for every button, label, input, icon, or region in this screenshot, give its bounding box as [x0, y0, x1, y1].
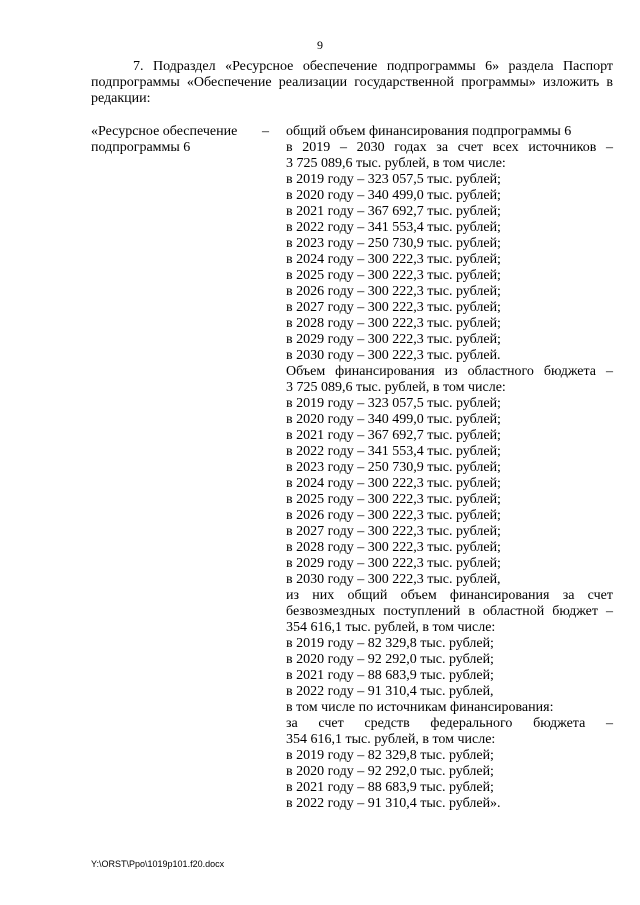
- federal-year-item: в 2022 году – 91 310,4 тыс. рублей».: [286, 796, 501, 811]
- regional-line-2: 3 725 089,6 тыс. рублей, в том числе:: [286, 380, 506, 395]
- intro-paragraph: [91, 59, 613, 107]
- total-year-item: в 2019 году – 323 057,5 тыс. рублей;: [286, 172, 501, 187]
- total-year-item: в 2025 году – 300 222,3 тыс. рублей;: [286, 268, 501, 283]
- regional-line-1: Объем финансирования из областного бюджета –: [286, 364, 613, 379]
- federal-year-item: в 2019 году – 82 329,8 тыс. рублей;: [286, 748, 494, 763]
- total-line-1: общий объем финансирования подпрограммы 6: [286, 124, 572, 139]
- resource-value-cell: [286, 124, 613, 812]
- grants-line-2: безвозмездных поступлений в областной бюджет –: [286, 604, 613, 619]
- regional-year-item: в 2030 году – 300 222,3 тыс. рублей,: [286, 572, 501, 587]
- total-year-item: в 2024 году – 300 222,3 тыс. рублей;: [286, 252, 501, 267]
- regional-year-item: в 2024 году – 300 222,3 тыс. рублей;: [286, 476, 501, 491]
- grants-line-3: 354 616,1 тыс. рублей, в том числе:: [286, 620, 496, 635]
- regional-year-item: в 2027 году – 300 222,3 тыс. рублей;: [286, 524, 501, 539]
- total-line-2: в 2019 – 2030 годах за счет всех источников –: [286, 140, 613, 155]
- total-year-item: в 2028 году – 300 222,3 тыс. рублей;: [286, 316, 501, 331]
- federal-year-item: в 2021 году – 88 683,9 тыс. рублей;: [286, 780, 494, 795]
- total-line-3: 3 725 089,6 тыс. рублей, в том числе:: [286, 156, 506, 171]
- grants-year-item: в 2021 году – 88 683,9 тыс. рублей;: [286, 668, 494, 683]
- resource-label-line-1: «Ресурсное обеспечение: [91, 124, 238, 139]
- total-year-item: в 2027 году – 300 222,3 тыс. рублей;: [286, 300, 501, 315]
- regional-year-item: в 2021 году – 367 692,7 тыс. рублей;: [286, 428, 501, 443]
- resource-label-line-2: подпрограммы 6: [91, 140, 191, 155]
- federal-line-3: 354 616,1 тыс. рублей, в том числе:: [286, 732, 496, 747]
- regional-year-item: в 2025 году – 300 222,3 тыс. рублей;: [286, 492, 501, 507]
- regional-year-item: в 2028 году – 300 222,3 тыс. рублей;: [286, 540, 501, 555]
- separator-dash: –: [262, 124, 269, 139]
- federal-line-1: в том числе по источникам финансирования:: [286, 700, 554, 715]
- regional-year-item: в 2022 году – 341 553,4 тыс. рублей;: [286, 444, 501, 459]
- total-year-item: в 2026 году – 300 222,3 тыс. рублей;: [286, 284, 501, 299]
- resource-label-cell: [91, 124, 261, 156]
- grants-year-item: в 2022 году – 91 310,4 тыс. рублей,: [286, 684, 494, 699]
- federal-line-2: за счет средств федерального бюджета –: [286, 716, 613, 731]
- grants-line-1: из них общий объем финансирования за счет: [286, 588, 613, 603]
- file-path-footer: Y:\ORST\Ppo\1019p101.f20.docx: [91, 859, 225, 869]
- total-year-item: в 2030 году – 300 222,3 тыс. рублей.: [286, 348, 501, 363]
- regional-year-item: в 2023 году – 250 730,9 тыс. рублей;: [286, 460, 501, 475]
- grants-year-item: в 2019 году – 82 329,8 тыс. рублей;: [286, 636, 494, 651]
- total-year-item: в 2029 году – 300 222,3 тыс. рублей;: [286, 332, 501, 347]
- federal-year-item: в 2020 году – 92 292,0 тыс. рублей;: [286, 764, 494, 779]
- regional-year-item: в 2029 году – 300 222,3 тыс. рублей;: [286, 556, 501, 571]
- regional-year-item: в 2020 году – 340 499,0 тыс. рублей;: [286, 412, 501, 427]
- total-year-item: в 2023 году – 250 730,9 тыс. рублей;: [286, 236, 501, 251]
- total-year-item: в 2020 году – 340 499,0 тыс. рублей;: [286, 188, 501, 203]
- grants-year-item: в 2020 году – 92 292,0 тыс. рублей;: [286, 652, 494, 667]
- total-year-item: в 2022 году – 341 553,4 тыс. рублей;: [286, 220, 501, 235]
- intro-text: 7. Подраздел «Ресурсное обеспечение подпрограммы 6» раздела Паспорт подпрограммы «Обеспечение реализации государственной программы» изложить в редакции:: [91, 59, 613, 106]
- regional-year-item: в 2026 году – 300 222,3 тыс. рублей;: [286, 508, 501, 523]
- regional-year-item: в 2019 году – 323 057,5 тыс. рублей;: [286, 396, 501, 411]
- total-year-item: в 2021 году – 367 692,7 тыс. рублей;: [286, 204, 501, 219]
- page-number: 9: [317, 38, 323, 52]
